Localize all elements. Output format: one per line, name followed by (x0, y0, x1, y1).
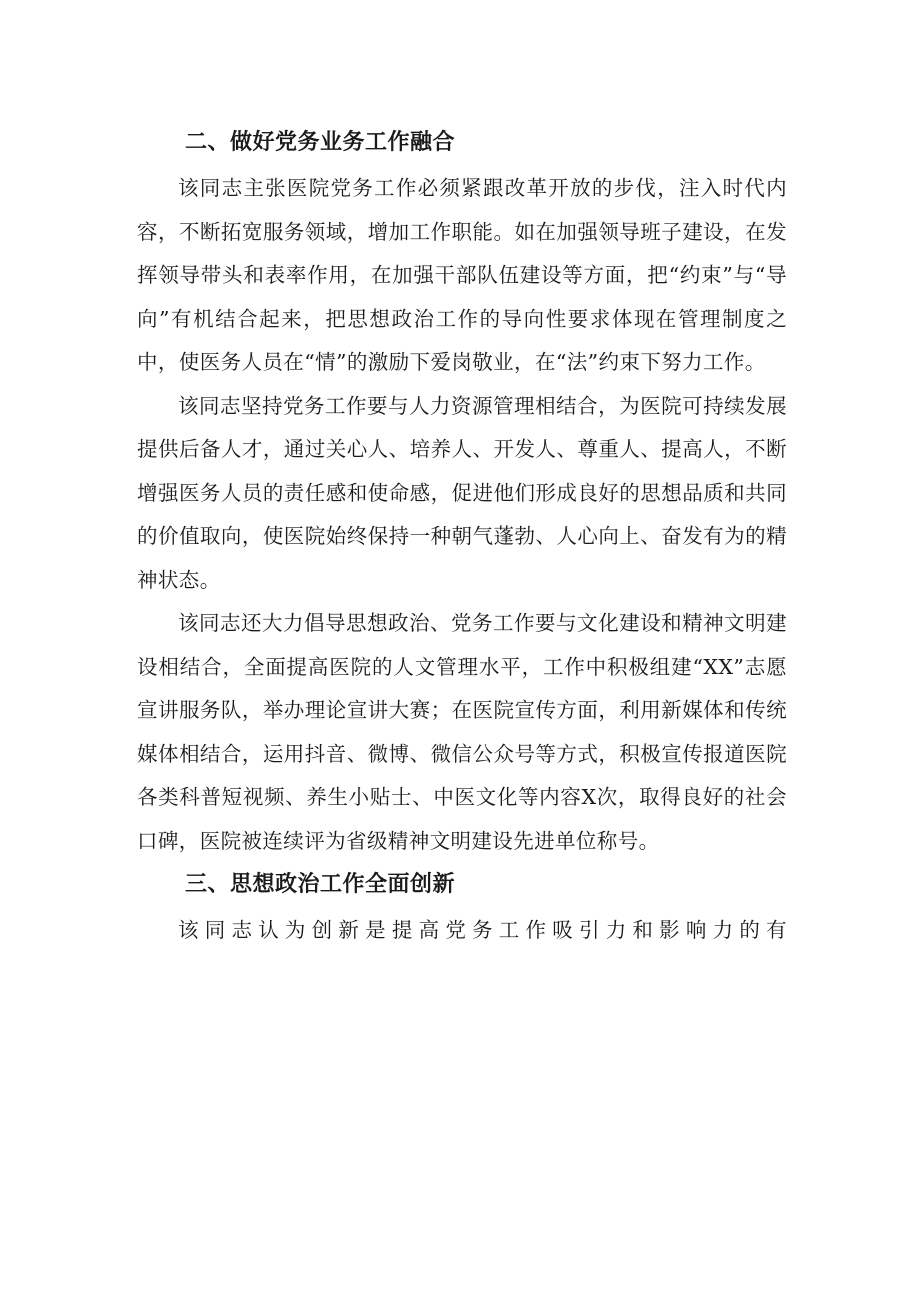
paragraph-2-2: 该同志坚持党务工作要与人力资源管理相结合，为医院可持续发展提供后备人才，通过关心人、培养人、开发人、尊重人、提高人，不断增强医务人员的责任感和使命感，促进他们形成良好的思想品质和共同的价值取向，使医院始终保持一种朝气蓬勃、人心向上、奋发有为的精神状态。 (137, 393, 787, 592)
document-body (137, 121, 787, 953)
paragraph-2-3: 该同志还大力倡导思想政治、党务工作要与文化建设和精神文明建设相结合，全面提高医院的人文管理水平，工作中积极组建“XX”志愿宣讲服务队，举办理论宣讲大赛；在医院宣传方面，利用新媒体和传统媒体相结合，运用抖音、微博、微信公众号等方式，积极宣传报道医院各类科普短视频、养生小贴士、中医文化等内容X次，取得良好的社会口碑，医院被连续评为省级精神文明建设先进单位称号。 (137, 611, 787, 853)
paragraph-3-1: 该同志认为创新是提高党务工作吸引力和影响力的有 (178, 918, 787, 942)
section-heading-3: 三、思想政治工作全面创新 (185, 872, 456, 897)
section-heading-2: 二、做好党务业务工作融合 (185, 130, 456, 155)
paragraph-2-1: 该同志主张医院党务工作必须紧跟改革开放的步伐，注入时代内容，不断拓宽服务领域，增加工作职能。如在加强领导班子建设，在发挥领导带头和表率作用，在加强干部队伍建设等方面，把“约束”与“导向”有机结合起来，把思想政治工作的导向性要求体现在管理制度之中，使医务人员在“情”的激励下爱岗敬业，在“法”约束下努力工作。 (137, 176, 787, 374)
